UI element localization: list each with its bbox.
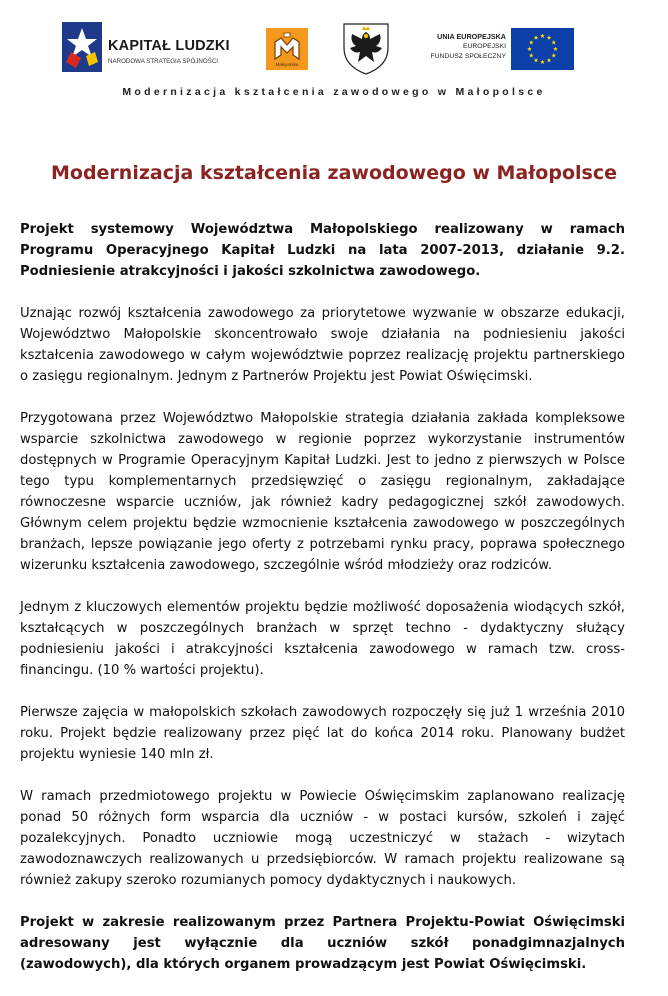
kapital-ludzki-logo bbox=[62, 22, 242, 72]
malopolska-logo bbox=[266, 28, 308, 70]
closing-paragraph: Projekt w zakresie realizowanym przez Partnera Projektu-Powiat Oświęcimski adresowany jest wyłącznie dla uczniów szkół ponadgimnazjalnych (zawodowych), dla których organem prowadzącym jest Powiat Oświęcimski. bbox=[20, 915, 625, 972]
eu-name: UNIA EUROPEJSKA bbox=[437, 32, 506, 41]
coat-of-arms-logo bbox=[340, 20, 392, 76]
malopolska-text: Małopolska bbox=[275, 62, 299, 67]
header-motto: Modernizacja kształcenia zawodowego w Małopolsce bbox=[122, 86, 546, 98]
body-paragraph: Uznając rozwój kształcenia zawodowego za priorytetowe wyzwanie w obszarze edukacji, Województwo Małopolskie skoncentrowało swoje działania na podniesieniu jakości kształcenia zawodowego w całym województwie poprzez realizację projektu partnerskiego o zasięgu regionalnym. Jednym z Partnerów Projektu jest Powiat Oświęcimski. bbox=[20, 306, 625, 384]
logo-bar bbox=[0, 0, 668, 84]
eu-fund-line1: EUROPEJSKI bbox=[462, 43, 506, 50]
eu-flag-icon bbox=[511, 28, 574, 70]
document-body bbox=[20, 219, 625, 996]
body-paragraph: Jednym z kluczowych elementów projektu będzie możliwość doposażenia wiodących szkół, kształcących w poszczególnych branżach w sprzęt techno - dydaktyczny służący podniesieniu jakości i atrakcyjności kształcenia zawodowego w ramach tzw. cross-financingu. (10 % wartości projektu). bbox=[20, 600, 625, 678]
eu-fund-line2: FUNDUSZ SPOŁECZNY bbox=[430, 53, 506, 60]
body-paragraph: Pierwsze zajęcia w małopolskich szkołach zawodowych rozpoczęły się już 1 września 2010 roku. Projekt będzie realizowany przez pięć lat do końca 2014 roku. Planowany budżet projektu wyniesie 140 mln zł. bbox=[20, 705, 625, 762]
eu-text-block bbox=[420, 31, 506, 62]
eu-logo bbox=[420, 28, 574, 72]
kapital-ludzki-star-icon bbox=[62, 22, 106, 72]
body-paragraph: Przygotowana przez Województwo Małopolskie strategia działania zakłada kompleksowe wsparcie szkolnictwa zawodowego w regionie poprzez wykorzystanie instrumentów dostępnych w Programie Operacyjnym Kapitał Ludzki. Jest to jedno z pierwszych w Polsce tego typu komplementarnych przedsięwzięć o zasięgu regionalnym, zakładające równoczesne wsparcie uczniów, jak również kadry pedagogicznej szkół zawodowych. Głównym celem projektu będzie wzmocnienie kształcenia zawodowego w poszczególnych branżach, lepsze powiązanie jego oferty z potrzebami rynku pracy, poprawa społecznego wizerunku kształcenia zawodowego, szczególnie wśród młodzieży oraz rodziców. bbox=[20, 411, 625, 573]
document-title: Modernizacja kształcenia zawodowego w Małopolsce bbox=[50, 162, 617, 184]
body-paragraph: W ramach przedmiotowego projektu w Powiecie Oświęcimskim zaplanowano realizację ponad 50 różnych form wsparcia dla uczniów - w postaci kursów, szkoleń i zajęć pozalekcyjnych. Ponadto uczniowie mogą uczestniczyć w stażach - wizytach zawodoznawczych realizowanych u przedsiębiorców. W ramach projektu realizowane są również zakupy szeroko rozumianych pomocy dydaktycznych i naukowych. bbox=[20, 789, 625, 888]
kapital-ludzki-subtitle: NARODOWA STRATEGIA SPÓJNOŚCI bbox=[108, 58, 219, 65]
kapital-ludzki-title: KAPITAŁ LUDZKI bbox=[108, 38, 230, 54]
eagle-coat-of-arms-icon bbox=[340, 20, 392, 76]
intro-paragraph: Projekt systemowy Województwa Małopolskiego realizowany w ramach Programu Operacyjnego Kapitał Ludzki na lata 2007-2013, działanie 9.2. Podniesienie atrakcyjności i jakości szkolnictwa zawodowego. bbox=[20, 222, 625, 279]
